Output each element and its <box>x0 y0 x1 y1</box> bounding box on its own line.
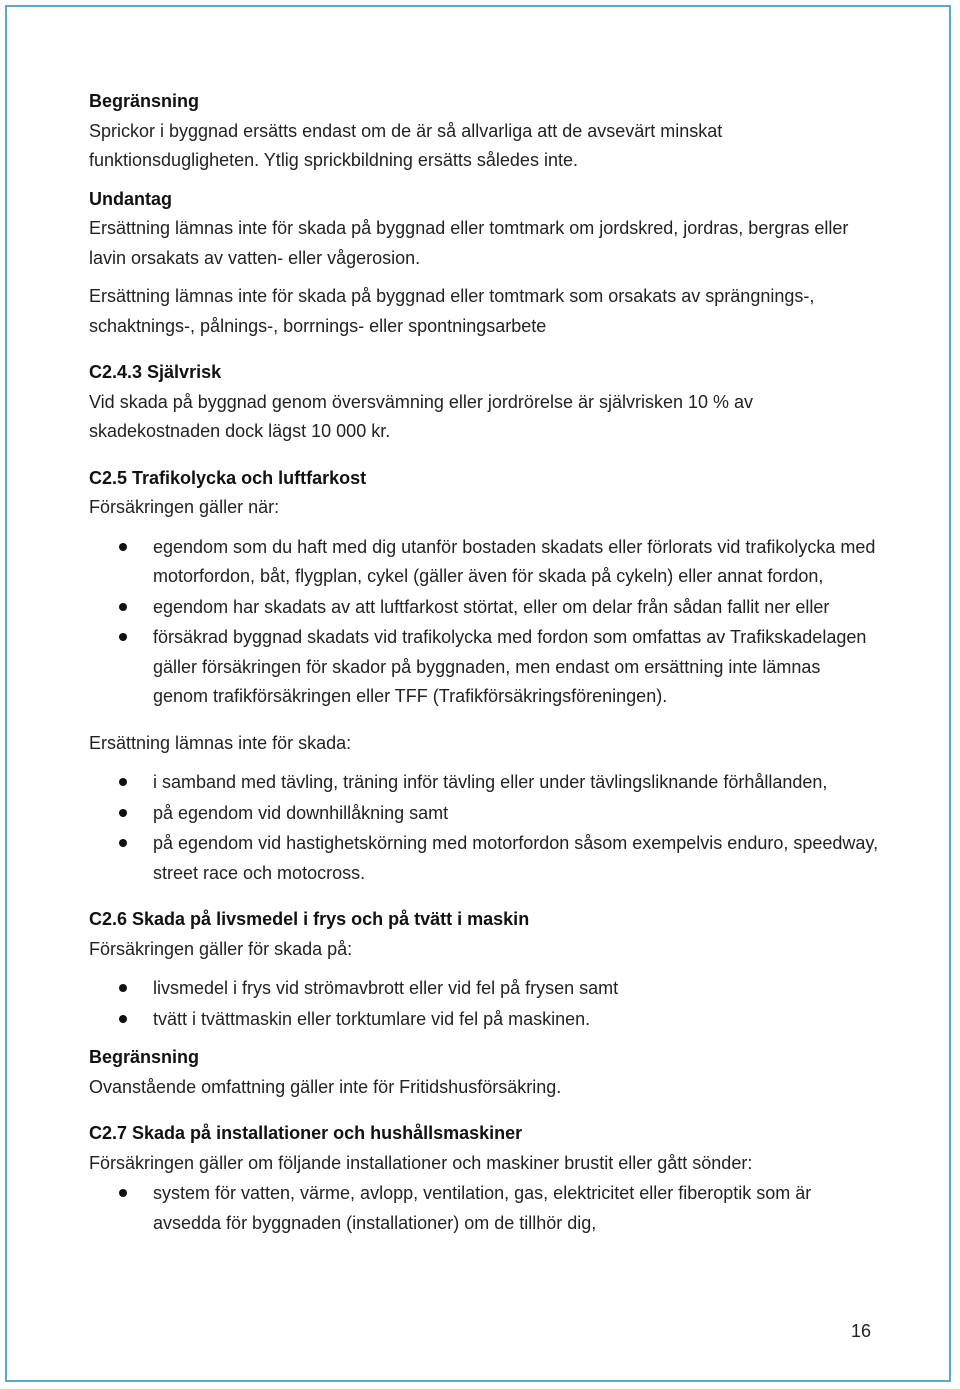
list-item-text: livsmedel i frys vid strömavbrott eller vid fel på frysen samt <box>153 978 619 998</box>
bullet-icon <box>119 839 127 847</box>
heading-begransning: Begränsning <box>89 91 200 111</box>
bullet-icon <box>119 1189 127 1197</box>
list-trafikolycka <box>89 533 879 712</box>
list-ersattning <box>89 768 879 888</box>
paragraph-begransning-2: Ovanstående omfattning gäller inte för Fritidshusförsäkring. <box>89 1076 562 1097</box>
list-item-text: i samband med tävling, träning inför tävling eller under tävlingsliknande förhållanden, <box>153 772 828 792</box>
list-installationer <box>89 1179 879 1238</box>
list-item <box>89 593 879 623</box>
paragraph-ersattning-intro: Ersättning lämnas inte för skada: <box>89 732 352 753</box>
list-item-text: egendom har skadats av att luftfarkost störtat, eller om delar från sådan fallit ner eller <box>153 596 830 617</box>
heading-sjalvrisk: C2.4.3 Självrisk <box>89 362 222 382</box>
document-page <box>5 5 951 1382</box>
list-livsmedel <box>89 974 879 1034</box>
page-content <box>89 87 879 1238</box>
list-item <box>89 1179 879 1238</box>
heading-trafikolycka: C2.5 Trafikolycka och luftfarkost <box>89 467 367 488</box>
bullet-icon <box>119 633 127 641</box>
bullet-icon <box>119 778 127 786</box>
paragraph-sprickor: Sprickor i byggnad ersätts endast om de är så allvarliga att de avsevärt minskat funktionsdugligheten. Ytlig sprickbildning ersätts således inte. <box>89 120 723 170</box>
list-item-text: försäkrad byggnad skadats vid trafikolycka med fordon som omfattas av Trafikskadelagen gäller försäkringen för skador på byggnaden, men endast om ersättning inte lämnas genom trafikförsäkringen eller TFF (Trafikförsäkringsföreningen). <box>153 627 867 706</box>
heading-begransning-2: Begränsning <box>89 1047 200 1067</box>
paragraph-trafikolycka-intro: Försäkringen gäller när: <box>89 497 280 517</box>
list-item <box>89 799 879 829</box>
list-item-text: på egendom vid hastighetskörning med motorfordon såsom exempelvis enduro, speedway, street race och motocross. <box>153 833 879 883</box>
list-item <box>89 768 879 798</box>
paragraph-undantag-2: Ersättning lämnas inte för skada på byggnad eller tomtmark som orsakats av sprängnings-, schaktnings-, pålnings-, borrnings- eller spontningsarbete <box>89 286 815 336</box>
heading-installationer: C2.7 Skada på installationer och hushållsmaskiner <box>89 1123 523 1143</box>
list-item <box>89 533 879 592</box>
paragraph-undantag-1: Ersättning lämnas inte för skada på byggnad eller tomtmark om jordskred, jordras, bergras eller lavin orsakats av vatten- eller vågerosion. <box>89 218 849 268</box>
bullet-icon <box>119 984 127 992</box>
heading-undantag: Undantag <box>89 188 172 209</box>
list-item <box>89 829 879 888</box>
list-item-text: egendom som du haft med dig utanför bostaden skadats eller förlorats vid trafikolycka med motorfordon, båt, flygplan, cykel (gäller även för skada på cykeln) eller annat fordon, <box>153 536 876 586</box>
bullet-icon <box>119 809 127 817</box>
heading-livsmedel: C2.6 Skada på livsmedel i frys och på tvätt i maskin <box>89 909 530 929</box>
list-item-text: system för vatten, värme, avlopp, ventilation, gas, elektricitet eller fiberoptik som är avsedda för byggnaden (installationer) om de tillhör dig, <box>153 1183 812 1233</box>
list-item-text: på egendom vid downhillåkning samt <box>153 802 449 823</box>
list-item-text: tvätt i tvättmaskin eller torktumlare vid fel på maskinen. <box>153 1008 591 1029</box>
list-item <box>89 974 879 1004</box>
list-item <box>89 1005 879 1035</box>
bullet-icon <box>119 1015 127 1023</box>
paragraph-livsmedel-intro: Försäkringen gäller för skada på: <box>89 938 353 959</box>
list-item <box>89 623 879 712</box>
paragraph-installationer-intro: Försäkringen gäller om följande installationer och maskiner brustit eller gått sönder: <box>89 1152 753 1173</box>
page-number: 16 <box>850 1321 871 1341</box>
bullet-icon <box>119 543 127 551</box>
paragraph-sjalvrisk: Vid skada på byggnad genom översvämning eller jordrörelse är självrisken 10 % av skadekostnaden dock lägst 10 000 kr. <box>89 391 754 441</box>
bullet-icon <box>119 603 127 611</box>
